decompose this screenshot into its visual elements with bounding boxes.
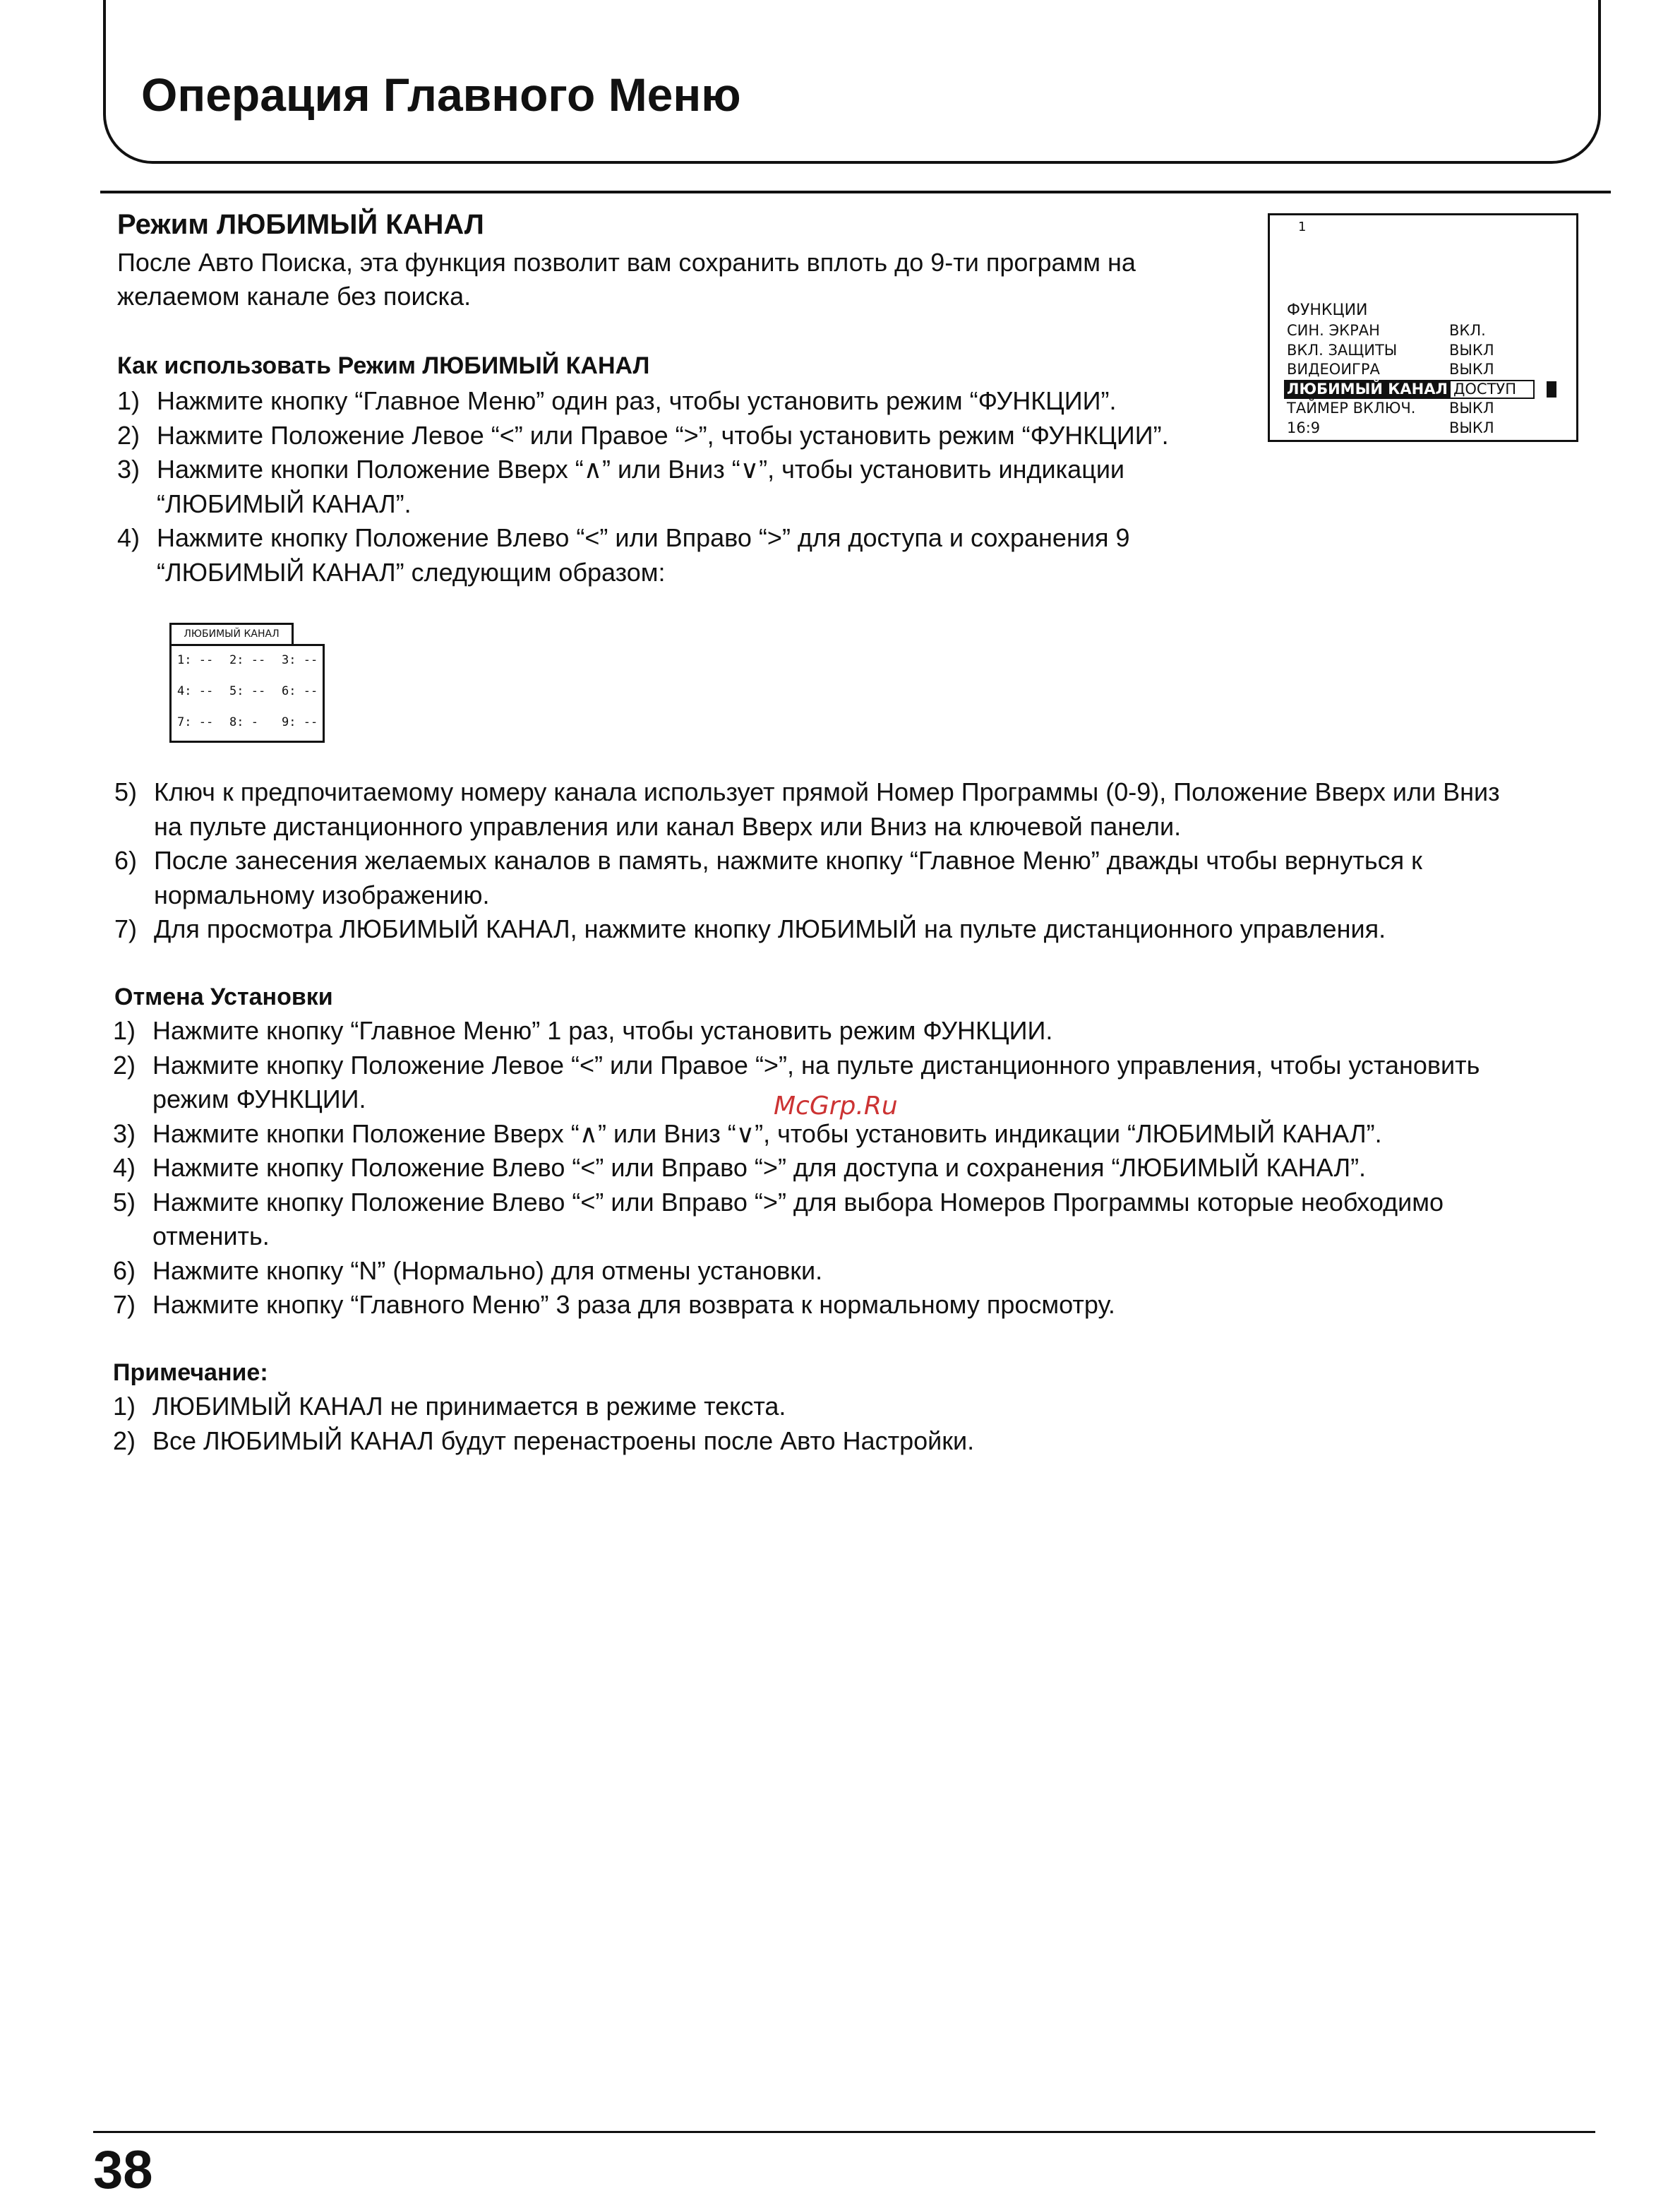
step-number: 2) bbox=[117, 420, 140, 450]
step-number: 5) bbox=[113, 1187, 136, 1217]
step-text-line: Нажмите кнопку “Главное Меню” один раз, чтобы установить режим “ФУНКЦИИ”. bbox=[157, 386, 1117, 415]
osd-row-value: ВЫКЛ bbox=[1449, 400, 1494, 417]
fav-channel-slot: 3: -- bbox=[282, 653, 318, 667]
howto-steps-a bbox=[117, 384, 1275, 590]
osd-row bbox=[1284, 360, 1562, 379]
osd-row-value: ВКЛ. bbox=[1449, 322, 1486, 339]
list-item bbox=[113, 1288, 1595, 1322]
fav-grid-body bbox=[169, 644, 325, 743]
page-number: 38 bbox=[93, 2140, 153, 2200]
osd-row bbox=[1284, 341, 1562, 360]
step-number: 7) bbox=[113, 1290, 136, 1319]
step-text-line: Нажмите кнопки Положение Вверх “∧” или Вниз “∨”, чтобы установить индикации “ЛЮБИМЫЙ КАНАЛ”. bbox=[152, 1118, 1382, 1148]
fav-channel-slot: 8: - bbox=[229, 715, 258, 729]
fav-channel-slot: 5: -- bbox=[229, 684, 266, 698]
bottom-rule bbox=[93, 2131, 1595, 2133]
fav-channel-slot: 9: -- bbox=[282, 715, 318, 729]
list-item bbox=[113, 1185, 1595, 1254]
osd-menu bbox=[1268, 213, 1578, 442]
list-item bbox=[114, 844, 1597, 912]
fav-channel-slot: 1: -- bbox=[177, 653, 214, 667]
osd-row-value: ВЫКЛ bbox=[1449, 341, 1494, 359]
note-steps bbox=[113, 1390, 1595, 1458]
step-text-line: нормальному изображению. bbox=[154, 880, 490, 909]
osd-row-value: ВЫКЛ bbox=[1449, 419, 1494, 436]
fav-channel-slot: 6: -- bbox=[282, 684, 318, 698]
step-text-line: “ЛЮБИМЫЙ КАНАЛ”. bbox=[157, 489, 412, 518]
osd-row bbox=[1284, 321, 1562, 340]
fav-grid-title: ЛЮБИМЫЙ КАНАЛ bbox=[169, 623, 294, 644]
list-item bbox=[114, 912, 1597, 947]
step-number: 1) bbox=[117, 386, 140, 415]
list-item bbox=[113, 1117, 1595, 1152]
osd-row bbox=[1284, 399, 1562, 418]
howto-heading: Как использовать Режим ЛЮБИМЫЙ КАНАЛ bbox=[117, 352, 650, 379]
note-heading: Примечание: bbox=[113, 1359, 268, 1386]
list-item bbox=[113, 1151, 1595, 1185]
list-item bbox=[113, 1014, 1595, 1049]
list-item bbox=[117, 419, 1275, 453]
step-text-line: ЛЮБИМЫЙ КАНАЛ не принимается в режиме текста. bbox=[152, 1392, 786, 1421]
step-text-line: Нажмите кнопку “Главное Меню” 1 раз, чтобы установить режим ФУНКЦИИ. bbox=[152, 1016, 1053, 1045]
step-number: 3) bbox=[113, 1118, 136, 1148]
page-title: Операция Главного Меню bbox=[141, 68, 741, 121]
osd-row bbox=[1284, 419, 1562, 438]
step-text-line: Нажмите кнопки Положение Вверх “∧” или Вниз “∨”, чтобы установить индикации bbox=[157, 455, 1125, 484]
step-text-line: После занесения желаемых каналов в память, нажмите кнопку “Главное Меню” дважды чтобы вернуться к bbox=[154, 846, 1422, 875]
osd-title: ФУНКЦИИ bbox=[1287, 301, 1368, 319]
intro-line: После Авто Поиска, эта функция позволит вам сохранить вплоть до 9-ти программ на bbox=[117, 248, 1136, 277]
step-number: 5) bbox=[114, 777, 138, 806]
list-item bbox=[113, 1254, 1595, 1289]
step-number: 1) bbox=[113, 1392, 136, 1421]
step-text-line: Нажмите кнопку Положение Влево “<” или Вправо “>” для доступа и сохранения 9 bbox=[157, 523, 1130, 552]
step-text-line: Нажмите Положение Левое “<” или Правое “>”, чтобы установить режим “ФУНКЦИИ”. bbox=[157, 420, 1169, 450]
fav-channel-slot: 4: -- bbox=[177, 684, 214, 698]
step-text-line: “ЛЮБИМЫЙ КАНАЛ” следующим образом: bbox=[157, 557, 666, 587]
step-text-line: на пульте дистанционного управления или канал Вверх или Вниз на ключевой панели. bbox=[154, 811, 1182, 841]
list-item bbox=[114, 775, 1597, 844]
osd-row-value: ДОСТУП bbox=[1449, 380, 1535, 399]
intro-text bbox=[117, 246, 1136, 313]
howto-steps-b bbox=[114, 775, 1597, 947]
list-item bbox=[113, 1424, 1595, 1459]
step-text-line: Нажмите кнопку “Главного Меню” 3 раза для возврата к нормальному просмотру. bbox=[152, 1290, 1115, 1319]
step-number: 4) bbox=[117, 523, 140, 552]
cancel-heading: Отмена Установки bbox=[114, 984, 333, 1010]
step-number: 7) bbox=[114, 914, 138, 943]
fav-channel-slot: 7: -- bbox=[177, 715, 214, 729]
top-rule bbox=[100, 191, 1611, 193]
step-number: 3) bbox=[117, 455, 140, 484]
step-text-line: Для просмотра ЛЮБИМЫЙ КАНАЛ, нажмите кнопку ЛЮБИМЫЙ на пульте дистанционного управления. bbox=[154, 914, 1386, 943]
osd-row-value: ВЫКЛ bbox=[1449, 361, 1494, 378]
list-item bbox=[117, 453, 1275, 521]
step-text-line: Нажмите кнопку Положение Влево “<” или Вправо “>” для выбора Номеров Программы которые необходимо bbox=[152, 1187, 1444, 1217]
osd-row-label: ВИДЕОИГРА bbox=[1287, 361, 1380, 378]
osd-row-label: ВКЛ. ЗАЩИТЫ bbox=[1287, 341, 1398, 359]
fav-channel-grid bbox=[169, 623, 325, 743]
cancel-steps bbox=[113, 1014, 1595, 1322]
osd-cursor-icon bbox=[1547, 381, 1556, 398]
step-number: 2) bbox=[113, 1426, 136, 1455]
step-text-line: отменить. bbox=[152, 1222, 270, 1250]
step-text-line: Нажмите кнопку “N” (Нормально) для отмены установки. bbox=[152, 1255, 823, 1285]
step-text-line: Все ЛЮБИМЫЙ КАНАЛ будут перенастроены после Авто Настройки. bbox=[152, 1426, 975, 1455]
osd-row-label: 16:9 bbox=[1287, 419, 1321, 436]
step-text-line: Нажмите кнопку Положение Влево “<” или Вправо “>” для доступа и сохранения “ЛЮБИМЫЙ КАНАЛ”. bbox=[152, 1153, 1367, 1182]
intro-line: желаемом канале без поиска. bbox=[117, 282, 472, 311]
list-item bbox=[117, 384, 1275, 419]
step-number: 6) bbox=[114, 846, 138, 875]
osd-row-label: ЛЮБИМЫЙ КАНАЛ bbox=[1284, 380, 1451, 399]
osd-row-label: СИН. ЭКРАН bbox=[1287, 322, 1380, 339]
watermark: McGrp.Ru bbox=[774, 1092, 898, 1121]
step-number: 2) bbox=[113, 1050, 136, 1080]
step-text-line: режим ФУНКЦИИ. bbox=[152, 1085, 366, 1113]
osd-top-label: 1 bbox=[1298, 220, 1307, 234]
fav-channel-slot: 2: -- bbox=[229, 653, 266, 667]
osd-row-selected bbox=[1284, 380, 1562, 399]
step-text-line: Ключ к предпочитаемому номеру канала использует прямой Номер Программы (0-9), Положение Вверх или Вниз bbox=[154, 777, 1500, 806]
osd-row-label: ТАЙМЕР ВКЛЮЧ. bbox=[1287, 400, 1416, 417]
list-item bbox=[117, 521, 1275, 590]
step-number: 1) bbox=[113, 1016, 136, 1045]
step-number: 6) bbox=[113, 1255, 136, 1285]
step-number: 4) bbox=[113, 1153, 136, 1182]
step-text-line: Нажмите кнопку Положение Левое “<” или Правое “>”, на пульте дистанционного управления, чтобы установить bbox=[152, 1050, 1480, 1080]
section-heading-fav: Режим ЛЮБИМЫЙ КАНАЛ bbox=[117, 209, 484, 240]
list-item bbox=[113, 1390, 1595, 1424]
